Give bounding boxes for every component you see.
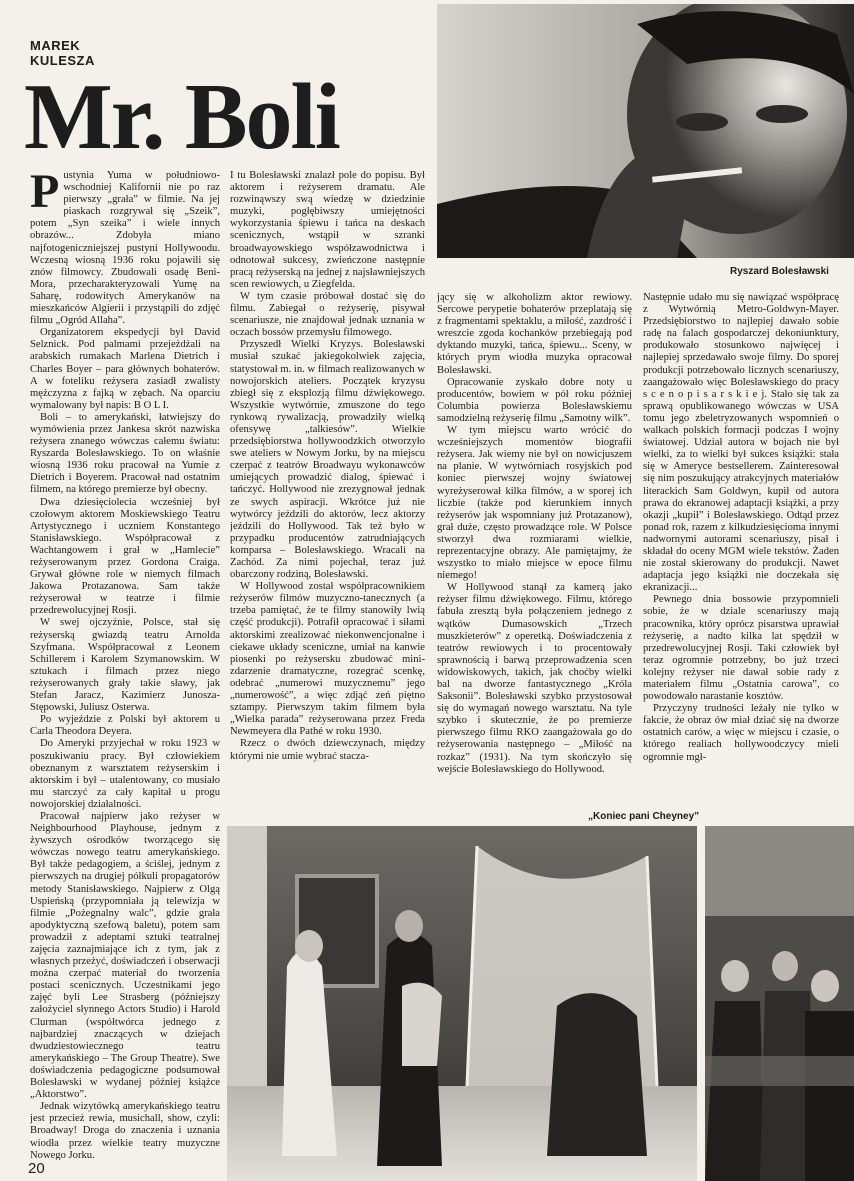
- film-still-photo: [227, 826, 697, 1181]
- col3-paragraph-3: W tym miejscu warto wrócić do wcześniejszych momentów biografii reżysera. Jak wiemy nie był on nowicjuszem na planie. W wytwórniach rosyjskich pod koniec pierwszej wojny światowej wyreżyserował kilka filmów, a w sporej ich liczbie (także pod kierunkiem innych reżyserów jak wspomniany już Protazanow), grał duże, często prowadzące role. W Polsce stworzył dwa rozmiarami wielkie, reprezentacyjne obrazy. Ale pamiętajmy, że wszystko to miało miejsce w epoce filmu niemego!: [437, 425, 632, 582]
- col3-paragraph-1: jący się w alkoholizm aktor rewiowy. Sercowe perypetie bohaterów przeplatają się z fragmentami spektaklu, a miłość, zazdrość i wreszcie zgoda kochanków przebiegają pod dyktando muzyki, tańca, śpiewu... Sceny, w których prym wiodła muzyka opracował Bolesławski.: [437, 292, 632, 376]
- film-still-side-photo: [705, 826, 854, 1181]
- col1-paragraph-3: Boli – to amerykański, łatwiejszy do wymówienia przez Jankesa skrót nazwiska reżysera znanego wówczas całemu światu: Ryszarda Bolesławskiego. To on właśnie wiosną 1936 roku pracował na Yumie z Dietrich i Boyerem. Pracował nad ostatnim filmem, na którego premierze był obecny.: [30, 411, 220, 496]
- col1-paragraph-7: Do Ameryki przyjechał w roku 1923 w poszukiwaniu pracy. Był człowiekiem obeznanym z warsztatem reżyserskim i aktorskim i był – utalentowany, co musiało mu starczyć za cały kapitał u progu nowojorskiej działalności.: [30, 738, 220, 810]
- article-title: Mr. Boli: [24, 65, 339, 169]
- portrait-image: [437, 4, 854, 258]
- col1-paragraph-8: Pracował najpierw jako reżyser w Neighbourhood Playhouse, jednym z żywszych ośrodków tworzącego się wówczas nowego teatru amerykańskiego. Był także pedagogiem, a ściślej, jednym z pierwszych na drugiej półkuli propagatorów metody Stanisławskiego. Najpierw z Olgą Uspieńską (przypomniała ją telewizja w filmie „Pożegnalny walc”, gdzie grała apodyktyczną szefową baletu), potem sam prowadził z adeptami sztuki teatralnej zajęcia zaznajmiające ich z tym, jak z własnych przeżyć, doświadczeń i obserwacji można czerpać materiał do tworzenia postaci scenicznych. Uczestnikami jego zajęć byli Lee Strasberg (późniejszy założyciel słynnego Actors Studio) i Harold Clurman (współtwórca jednego z najbardziej znaczących w dziejach dwudziestowiecznego teatru amerykańskiego – The Group Theatre). Swe doświadczenia pedagogiczne podsumował Bolesławski w wydanej później książce „Aktorstwo”.: [30, 810, 220, 1101]
- col1-paragraph-1: Pustynia Yuma w południowo-wschodniej Kalifornii nie po raz pierwszy „grała” w filmie. Na jej piaskach rozgrywał się „Szeik”, potem „Syn szeika” i wiele innych obrazów... Zdobyła miano najfotogeniczniejszej pustyni Hollywoodu. Wczesną wiosną 1936 roku pojawili się znów filmowcy. Zbudowali osadę Beni-Mora, przecharakteryzowali Yumę na Saharę, rodowitych Amerykanów na mieszkańców Algierii i przystąpili do zdjęć filmu „Ogród Allaha”.: [30, 170, 220, 327]
- drop-cap: P: [30, 170, 60, 218]
- col4-paragraph-2: Pewnego dnia bossowie przypomnieli sobie, że w dziale scenariuszy mają pracownika, który oprócz pisarstwa uprawiał reżyserię, a nadto kilka lat spędził w przedrewolucyjnej Rosji. Taki człowiek był teraz ogromnie potrzebny, bo już trzeci kolejny reżyser nie dawał sobie rady z materiałem filmu „Ostatnia carowa”, co powodowało narastanie kosztów.: [643, 594, 839, 703]
- col1-paragraph-9: Jednak wizytówką amerykańskiego teatru jest przecież rewia, musichall, show, czyli: Broadway! Droga do znaczenia i uznania wiodła przez wielkie teatry muzyczne Nowego Jorku.: [30, 1101, 220, 1160]
- author-byline: MAREK KULESZA: [30, 38, 95, 68]
- article-column-2: [230, 170, 425, 810]
- article-column-4: [643, 292, 839, 810]
- col4-paragraph-3: Przyczyny trudności leżały nie tylko w fakcie, że obraz ów miał dziać się na dworze ostatnich carów, a więc w miejscu i czasie, o którego realiach hollywoodczycy mieli ogromnie mgł-: [643, 703, 839, 763]
- article-column-3: [437, 292, 632, 810]
- col1-paragraph-5: W swej ojczyźnie, Polsce, stał się reżyserską gwiazdą teatru Arnolda Szyfmana. Współpracował z Leonem Schillerem i Karolem Szymanowskim. W sztukach i filmach przez niego reżyserowanych grały takie sławy, jak Stefan Jaracz, Kazimierz Junosza-Stępowski, Juliusz Osterwa.: [30, 617, 220, 714]
- col1-paragraph-2: Organizatorem ekspedycji był David Selznick. Pod palmami przejeżdżali na arabskich rumakach Marlena Dietrich i Charles Boyer – para głównych bohaterów. A w foteliku reżysera zasiadł zwalisty mężczyzna z fajką w zębach. Na oparciu wymalowany był napis: B O L I.: [30, 327, 220, 411]
- page-number: 20: [28, 1160, 45, 1177]
- col2-paragraph-5: Rzecz o dwóch dziewczynach, między którymi nie umie wybrać stacza-: [230, 738, 425, 762]
- col4-paragraph-1: Następnie udało mu się nawiązać współpracę z Wytwórnią Metro-Goldwyn-Mayer. Przedsiębiorstwo to najlepiej dawało sobie radę na falach gospodarczej dekoniunktury, produkowało stosunkowo najwięcej i najlepiej sprzedawało swoje filmy. Do sporej produkcji potrzebowało licznych scenariuszy, zaangażowało więc Bolesławskiego do pracy s c e n o p i s a r s k i e j. Stało się tak za sprawą opublikowanego wówczas w USA tomu jego zbeletryzowanych wspomnień o walkach polskich formacji podczas I wojny światowej. Udział autora w bojach nie był wielki, za to wielki był sukces książki: stała się w Ameryce bestsellerem. Zainteresował się nim poszukujący atrakcyjnych materiałów literackich Sam Goldwyn, kupił od autora prawa do ekranowej adaptacji książki, a przy okazji „kupił” i Bolesławskiego. Odtąd przez ponad rok, razem z kilkudziesięcioma innymi nadwornymi autorami scenariuszy, pisał i składał do oceny MGM wiele tekstów. Żaden nie został skierowany do produkcji. Nawet adaptacja jego książki nie doczekała się ekranizacji...: [643, 292, 839, 594]
- film-still-side-image: [705, 826, 854, 1181]
- article-column-1: [30, 170, 220, 1160]
- col3-paragraph-4: W Hollywood stanął za kamerą jako reżyser filmu dźwiękowego. Filmu, którego fabuła zresztą była połączeniem jednego z wątków Dumasowskich „Trzech muszkieterów” z operetką. Doświadczenia z teatrów rewiowych i to procentowały sprawnością i barwą przeprowadzenia scen widowiskowych, takich, jak choćby wielki bal na dworze fantastycznego „Króla Saksonii”. Bolesławski szybko przystosował się do wymagań nowego warsztatu. Na tyle szybko i skutecznie, że po premierze pierwszego filmu RKO zaangażowała go do reżyserowania następnego – „Miłość na rozkaz” (1931). Na tym skończyło się wejście Bolesławskiego do Hollywood.: [437, 582, 632, 775]
- col2-paragraph-3: Przyszedł Wielki Kryzys. Bolesławski musiał szukać jakiegokolwiek zajęcia, statystował m. in. w filmach realizowanych w nowojorskich ateliers. Początek kryzysu zbiegł się z eksplozją filmu dźwiękowego. Wszystkie wytwórnie, zmuszone do tego rynkową rywalizacją, prowadziły wielką ofensywę „talkiesów”. Wielkie przedsiębiorstwa hollywoodzkich otworzyło swe ateliers w Nowym Jorku, by na miejscu czerpać z teatrów Broadwayu wykonawców umiejących prowadzić dialog, śpiewać i tańczyć. Hollywood nie zrezygnował jednak ze swych aspiracji. Wkrótce już nie wytwórcy jeździli do aktorów, lecz aktorzy jeździli do Hollywood. Tak też było w przypadku producentów zatrudniających komparsa – Bolesławskiego. Wracali na Zachód. Za nimi pojechał, teraz już obarczony rodziną, Bolesławski.: [230, 339, 425, 581]
- col2-paragraph-2: W tym czasie próbował dostać się do filmu. Zabiegał o reżyserię, pisywał scenariusze, nie znajdował jednak uznania w oczach bossów przemysłu filmowego.: [230, 290, 425, 339]
- col1-paragraph-4: Dwa dziesięciolecia wcześniej był czołowym aktorem Moskiewskiego Teatru Artystycznego i uczniem Konstantego Stanisławskiego. Współpracował z Wachtangowem i grał w „Hamlecie” reżyserowanym przez Gordona Craiga. Grywał główne role w niemych filmach Jakowa Protazanowa. Sam także reżyserował w teatrze i filmie przedrewolucyjnej Rosji.: [30, 496, 220, 617]
- col1-paragraph-6: Po wyjeździe z Polski był aktorem u Carla Theodora Deyera.: [30, 714, 220, 738]
- portrait-caption: Ryszard Bolesławski: [730, 266, 829, 277]
- col2-paragraph-1: I tu Bolesławski znalazł pole do popisu. Był aktorem i reżyserem dramatu. Ale rozwinąwszy swą wiedzę w dziedzinie muzyki, pogłębiwszy umiejętności wykorzystania śpiewu i tańca na deskach scenicznych, wstąpił w szranki broadwayowskiego współzawodnictwa i odnotował sukcesy, zwieńczone następnie pracą reżyserską na jednej z najsławniejszych scen rewiowych, u Ziegfelda.: [230, 170, 425, 290]
- col2-paragraph-4: W Hollywood został współpracownikiem reżyserów filmów muzyczno-tanecznych (a trzeba pamiętać, że te filmy stanowiły lwią część produkcji). Potrafił opracować i siłami aktorskimi zrealizować niekonwencjonalne i ciekawe układy sceniczne, umiał na kanwie piosenki po reżysersku zbudować mini-zdarzenie dramatyczne, rozegrać scenkę, odebrać „numerowi muzycznemu” jego „numerowość”, a więc zdjąć zeń piętno sztampy. Pierwszym takim filmem była „Wielka parada” reżyserowana przez Freda Newmeyera dla Pathé w roku 1930.: [230, 581, 425, 738]
- portrait-photo: [437, 4, 854, 258]
- film-still-caption: „Koniec pani Cheyney”: [588, 811, 700, 822]
- col3-paragraph-2: Opracowanie zyskało dobre noty u producentów, bowiem w pół roku później Columbia powierza Bolesławskiemu samodzielną reżyserię filmu „Samotny wilk”.: [437, 376, 632, 424]
- film-still-image: [227, 826, 697, 1181]
